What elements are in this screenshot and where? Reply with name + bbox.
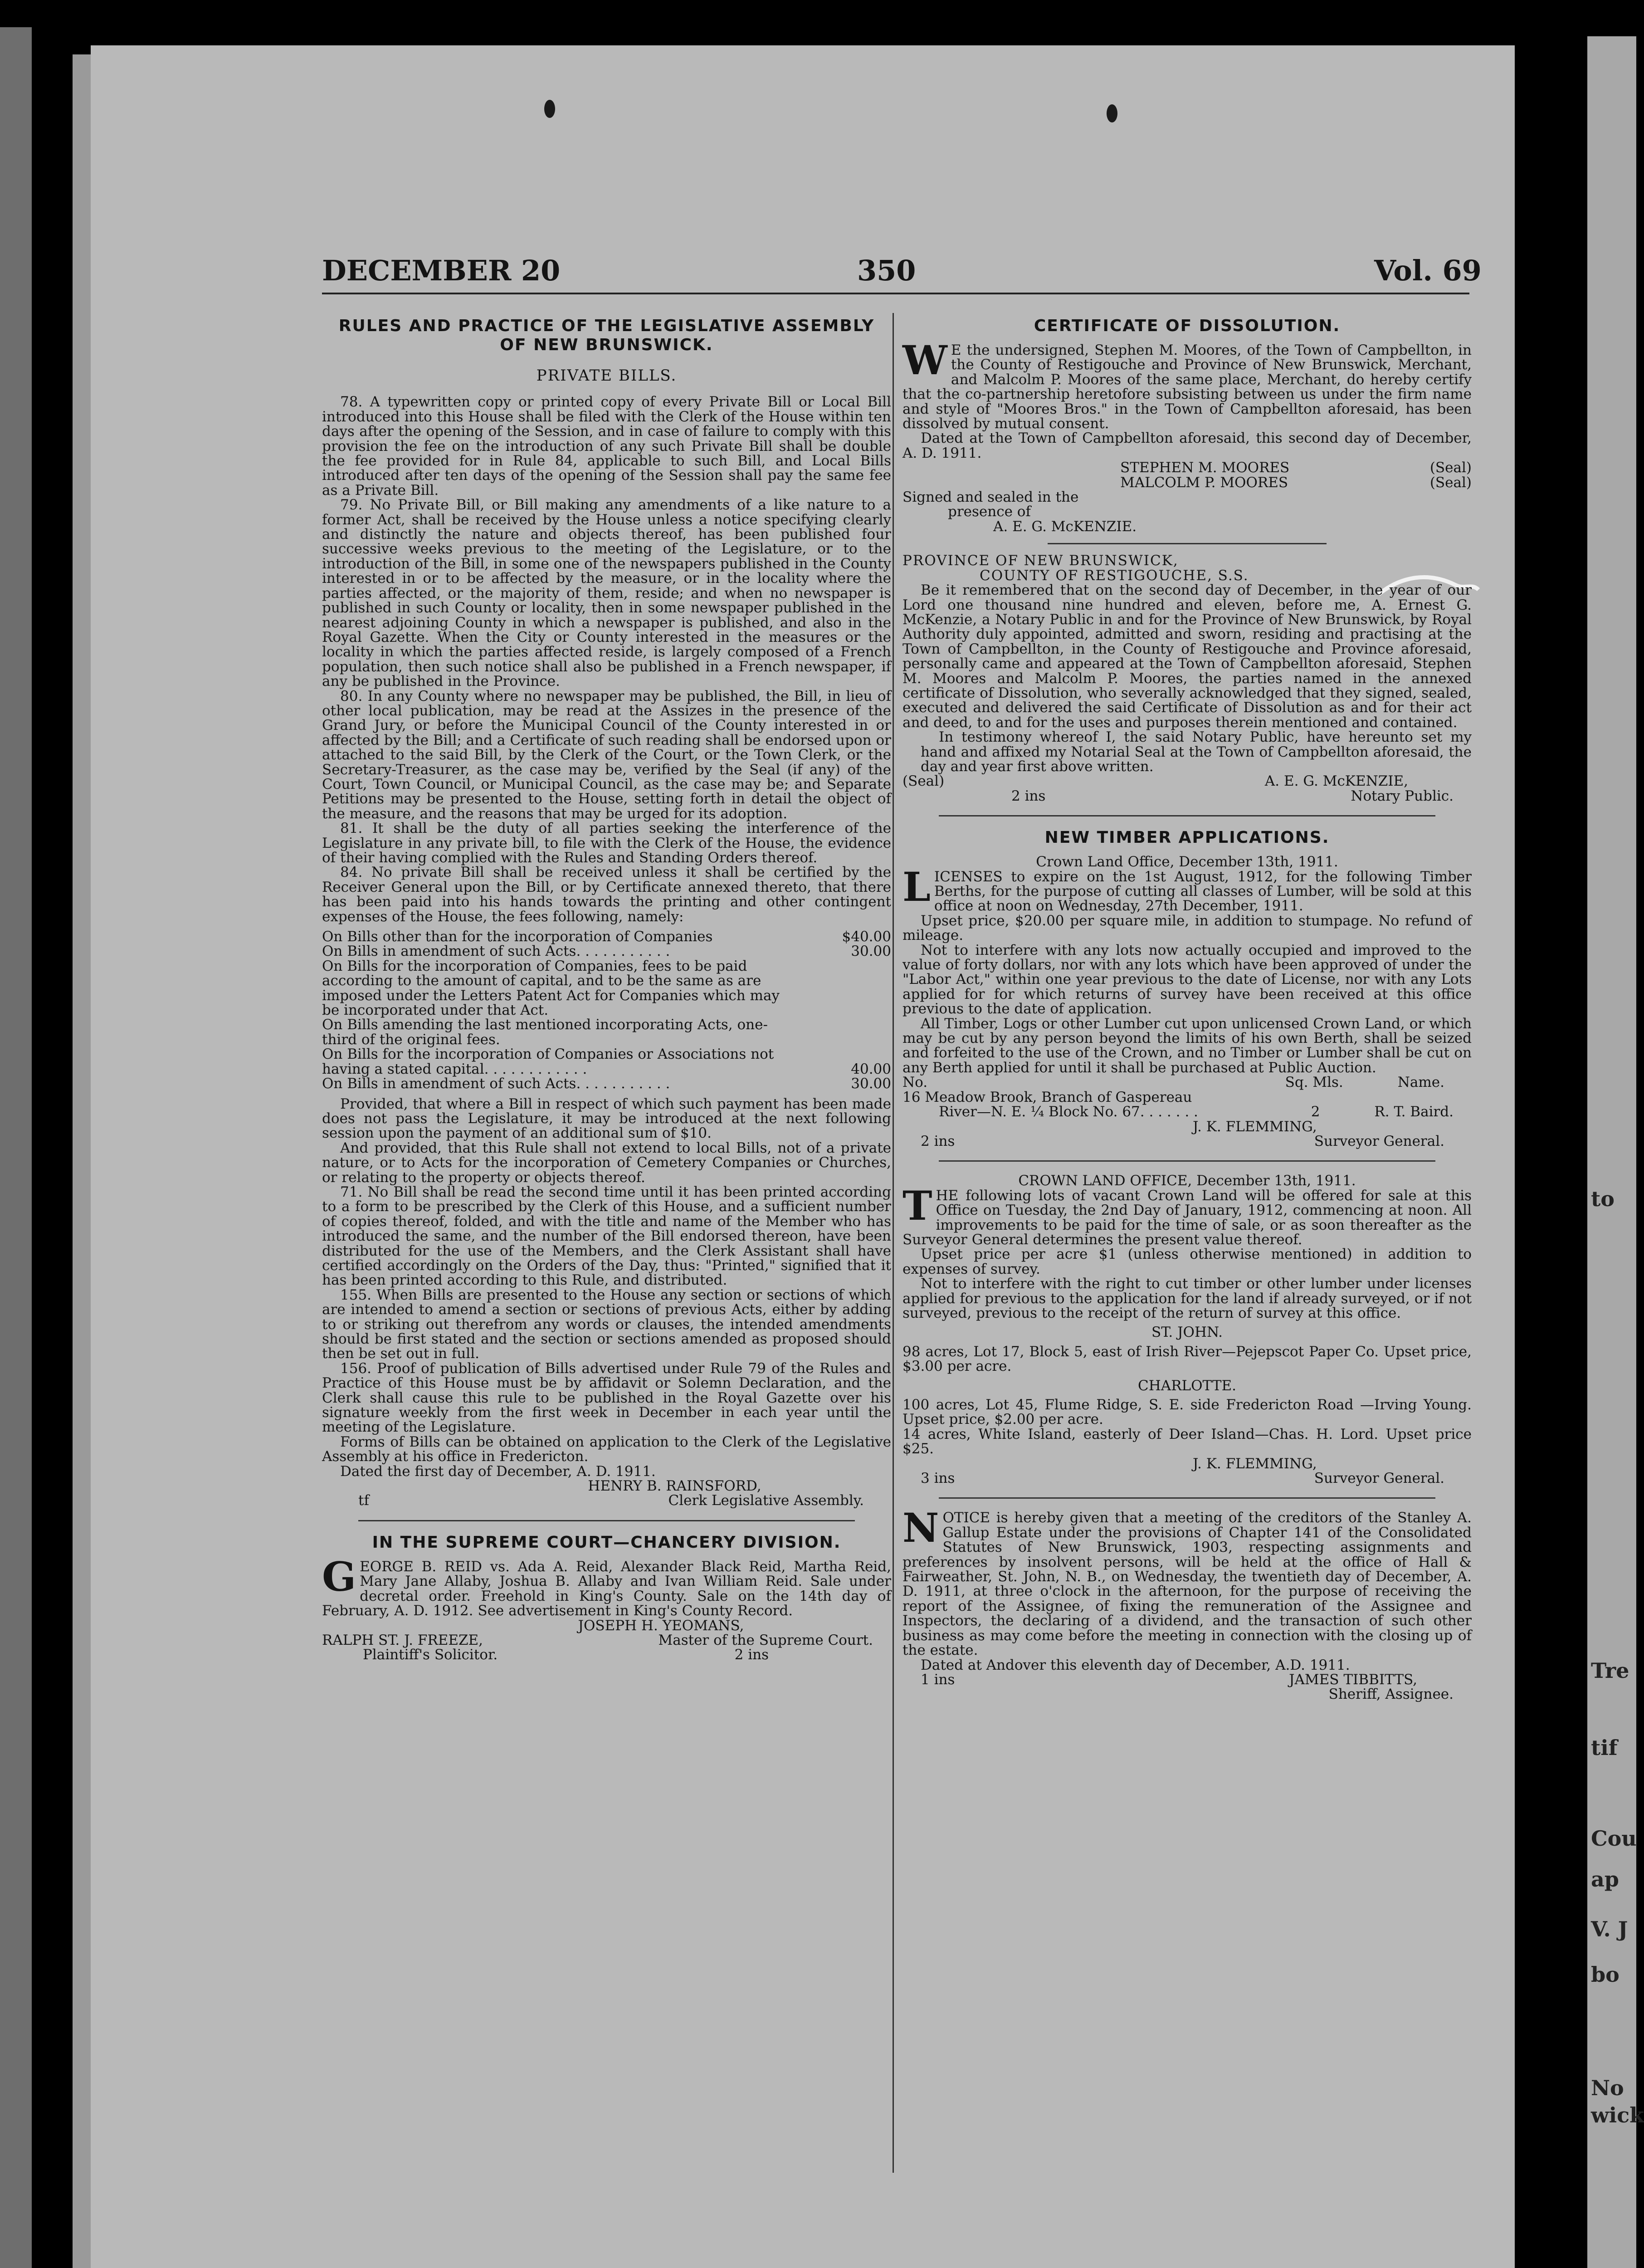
- county-line: COUNTY OF RESTIGOUCHE, S.S.: [980, 567, 1249, 584]
- seal-mark: (Seal): [1429, 459, 1472, 476]
- header-rule: [322, 293, 1469, 294]
- timber-sign-row: [902, 1134, 1472, 1149]
- notary-name: A. E. G. McKENZIE,: [1264, 773, 1408, 790]
- court-ins: 2 ins: [734, 1647, 769, 1663]
- court-dropcap: G: [322, 1553, 356, 1600]
- dissolution-title: CERTIFICATE OF DISSOLUTION.: [1034, 317, 1341, 335]
- adjacent-fragment: Tre: [1591, 1658, 1629, 1683]
- crown-notice: [902, 1182, 1472, 1248]
- st-john-lot: 98 acres, Lot 17, Block 5, east of Irish River—Pejepscot Paper Co. Upset price, $3.00 per acre.: [902, 1343, 1472, 1375]
- fee-row: [322, 929, 891, 944]
- fee-text: On Bills amending the last mentioned incorporating Acts, one-third of the original fees.: [322, 1017, 768, 1048]
- charlotte-heading: CHARLOTTE.: [1138, 1377, 1236, 1394]
- crown-upset: Upset price per acre $1 (unless otherwise mentioned) in addition to expenses of survey.: [902, 1246, 1472, 1277]
- page-number: 350: [857, 254, 916, 287]
- fee-amount: 40.00: [851, 1061, 891, 1077]
- tf-mark: tf: [358, 1492, 369, 1509]
- court-body: EORGE B. REID vs. Ada A. Reid, Alexander Black Reid, Martha Reid, Mary Jane Allaby, Joshua B. Allaby and Ivan William Reid. Sale under decretal order. Freehold in King's County. Sale on the 14th day of February, A. D. 1912. See advertisement in King's County Record.: [322, 1558, 891, 1619]
- timber-not-interfere: Not to interfere with any lots now actually occupied and improved to the value of forty dollars, nor with any lots which have been approved of under the "Labor Act," within one year previous to the date of License, nor with any Lots applied for for which returns of survey have been received at this office previous to the date of application.: [902, 942, 1472, 1017]
- fee-text: On Bills for the incorporation of Companies, fees to be paid according to the amount of capital, and to be the same as are imposed under the Letters Patent Act for Companies which may be incorporated under that Act.: [322, 958, 780, 1019]
- notary-ins: 2 ins: [1011, 787, 1046, 804]
- timber-dropcap: L: [902, 863, 931, 910]
- fee-row: [322, 1076, 891, 1091]
- timber-col-no: No.: [902, 1074, 928, 1091]
- private-bills-heading: PRIVATE BILLS.: [536, 367, 677, 385]
- notary-row-2: [902, 789, 1472, 803]
- section-rule: [939, 1160, 1435, 1162]
- crown-office: CROWN LAND OFFICE, December 13th, 1911.: [1018, 1173, 1356, 1189]
- left-column: [322, 308, 891, 1662]
- crown-not-interfere: Not to interfere with the right to cut timber or other lumber under licenses applied for previous to the application for the land if already surveyed, or if not surveyed, previous to the receipt of the return of survey at this office.: [902, 1276, 1472, 1321]
- rules-title: RULES AND PRACTICE OF THE LEGISLATIVE ASSEMBLY OF NEW BRUNSWICK.: [338, 317, 875, 354]
- adjacent-fragment: ap: [1591, 1867, 1619, 1892]
- signer-title: Clerk Legislative Assembly.: [668, 1492, 864, 1509]
- testimony-para: In testimony whereof I, the said Notary Public, have hereunto set my hand and affixed my Notarial Seal at the Town of Campbellton aforesaid, the day and year first above written.: [921, 729, 1472, 775]
- section-rule: [939, 815, 1435, 816]
- court-master-name: JOSEPH H. YEOMANS,: [578, 1617, 744, 1634]
- fee-amount: 30.00: [851, 1075, 891, 1092]
- court-solicitor-title: Plaintiff's Solicitor.: [363, 1647, 498, 1663]
- dissolution-notice: [902, 337, 1472, 432]
- rule-78: 78. A typewritten copy or printed copy of every Private Bill or Local Bill introduced into this House shall be filed with the Clerk of the House within ten days after the opening of the Session, and in case of failure to comply with this provision the fee on the introduction of any such Private Bill shall be double the fee provided for in Rule 84, applicable to such Bill, and Local Bills introduced after ten days of the opening of the Session shall pay the same fee as a Private Bill.: [322, 394, 891, 499]
- crown-ins: 3 ins: [921, 1470, 955, 1487]
- fee-amount: 30.00: [851, 943, 891, 960]
- rule-156: 156. Proof of publication of Bills advertised under Rule 79 of the Rules and Practice of this House must be by affidavit or Solemn Declaration, and the Clerk shall cause this rule to be published in the Royal Gazette over his signature weekly from the first week in December in each year until the meeting of the Legislature.: [322, 1360, 891, 1436]
- fee-row: [322, 1017, 891, 1047]
- st-john-heading: ST. JOHN.: [1151, 1324, 1223, 1341]
- province-line: PROVINCE OF NEW BRUNSWICK,: [902, 552, 1179, 569]
- fee-text: On Bills for the incorporation of Companies or Associations not having a stated capital. . . . . . . . . . . .: [322, 1046, 774, 1077]
- notary-row: [902, 774, 1472, 788]
- timber-table-header: [902, 1075, 1472, 1090]
- fee-text: On Bills in amendment of such Acts. . . . . . . . . . .: [322, 1075, 670, 1092]
- remembered-para: Be it remembered that on the second day of December, in the year of our Lord one thousand nine hundred and eleven, before me, A. Ernest G. McKenzie, a Notary Public in and for the Province of New Brunswick, by Royal Authority duly appointed, admitted and sworn, residing and practising at the Town of Campbellton, in the County of Restigouche and Province aforesaid, personally came and appeared at the Town of Campbellton aforesaid, Stephen M. Moores and Malcolm P. Moores, the parties named in the annexed certificate of Dissolution, who severally acknowledged that they signed, sealed, executed and delivered the said Certificate of Dissolution as and for their act and deed, to and for the uses and purposes therein mentioned and contained.: [902, 582, 1472, 731]
- court-solicitor: RALPH ST. J. FREEZE,: [322, 1632, 483, 1648]
- timber-signer: J. K. FLEMMING,: [1193, 1118, 1317, 1135]
- fee-row: [322, 944, 891, 958]
- creditors-notice: [902, 1504, 1472, 1659]
- notice-signer: JAMES TIBBITTS,: [1289, 1671, 1417, 1688]
- adjacent-fragment: Cou: [1591, 1826, 1637, 1851]
- seal-mark: (Seal): [1429, 474, 1472, 491]
- partner-row: [902, 460, 1472, 475]
- notice-body: OTICE is hereby given that a meeting of the creditors of the Stanley A. Gallup Estate under the provisions of Chapter 141 of the Consolidated Statutes of New Brunswick, 1903, respecting assignments and preferences by insolvent persons, will be held at the office of Hall & Fairweather, St. John, N. B., on Wednesday, the twentieth day of December, A. D. 1911, at three o'clock in the afternoon, for the purpose of receiving the report of the Assignee, of fixing the remuneration of the Assignee and Inspectors, the declaring of a dividend, and the transaction of such other business as may come before the meeting in connection with the closing up of the estate.: [902, 1510, 1472, 1659]
- fee-text: On Bills other than for the incorporation of Companies: [322, 929, 713, 945]
- dated-line: Dated the first day of December, A. D. 1911.: [340, 1463, 656, 1480]
- crown-sign-row: [902, 1471, 1472, 1486]
- section-rule: [358, 1520, 855, 1521]
- fee-text: On Bills in amendment of such Acts. . . . . . . . . . .: [322, 943, 670, 960]
- column-divider: [893, 313, 894, 2173]
- proviso-1: Provided, that where a Bill in respect of which such payment has been made does not pass the Legislature, it may be introduced at the next following session upon the payment of an additional sum of $10.: [322, 1095, 891, 1142]
- timber-row-line1: 16 Meadow Brook, Branch of Gaspereau: [902, 1089, 1192, 1105]
- timber-row-sqmls: 2: [1311, 1104, 1320, 1120]
- court-notice: [322, 1553, 891, 1619]
- notice-signer-title: Sheriff, Assignee.: [1328, 1686, 1454, 1703]
- crown-dropcap: T: [902, 1182, 932, 1229]
- rule-84: 84. No private Bill shall be received unless it shall be certified by the Receiver General upon the Bill, or by Certificate annexed thereto, that there has been paid into his hands towards the printing and other contingent expenses of the House, the fees following, namely:: [322, 864, 891, 925]
- court-sign-row: [322, 1633, 891, 1647]
- partner-1: STEPHEN M. MOORES: [1120, 459, 1290, 476]
- timber-upset: Upset price, $20.00 per square mile, in addition to stumpage. No refund of mileage.: [902, 912, 1472, 944]
- punch-hole: [544, 100, 555, 118]
- book-spine: [0, 27, 32, 2268]
- rule-80: 80. In any County where no newspaper may be published, the Bill, in lieu of other local publication, may be read at the Assizes in the presence of the Grand Jury, or before the Municipal Council of the County interested in or affected by the Bill; and a Certificate of such reading shall be endorsed upon or attached to the said Bill, by the Clerk of the Court, or the Town Clerk, or the Secretary-Treasurer, as the case may be, verified by the Seal (if any) of the Court, Town Council, or Municipal Council, as the case may be; and Separate Petitions may be presented to the House, setting forth in detail the object of the measure, and the reasons that may be urged for its adoption.: [322, 688, 891, 822]
- partner-row: [902, 475, 1472, 490]
- timber-ins: 2 ins: [921, 1133, 955, 1149]
- notice-ins: 1 ins: [921, 1671, 955, 1688]
- fee-row: [322, 959, 891, 1018]
- partner-2: MALCOLM P. MOORES: [1120, 474, 1288, 491]
- timber-title: NEW TIMBER APPLICATIONS.: [1044, 828, 1330, 847]
- adjacent-fragment: wick: [1591, 2103, 1644, 2127]
- dissolution-dated: Dated at the Town of Campbellton aforesaid, this second day of December, A. D. 1911.: [902, 430, 1472, 461]
- dissolution-dropcap: W: [902, 337, 947, 384]
- rule-79: 79. No Private Bill, or Bill making any amendments of a like nature to a former Act, shall be received by the House unless a notice specifying clearly and distinctly the nature and objects thereof, has been published four successive weeks previous to the meeting of the Legislature, or to the introduction of the Bill, in some one of the newspapers published in the County interested in or to be affected by the measure, or in the locality where the parties affected, or the majority of them, reside; and when no newspaper is published in such County or locality, then in some newspaper published in the nearest adjoining County in which a newspaper is published, and also in the Royal Gazette. When the City or County interested in the measures or the locality in which the parties affected reside, is largely composed of a French population, then such notice shall also be published in a French newspaper, if any be published in the Province.: [322, 497, 891, 690]
- adjacent-fragment: V. J: [1591, 1917, 1628, 1941]
- right-column: [902, 308, 1472, 1702]
- timber-row: [902, 1105, 1472, 1119]
- court-sign-row-2: [322, 1647, 891, 1662]
- punch-hole: [1107, 104, 1117, 122]
- rule-155: 155. When Bills are presented to the House any section or sections of which are intended to amend a section or sections of previous Acts, either by adding to or striking out therefrom any words or clauses, the intended amendments should be first stated and the section or sections amended as proposed should then be set out in full.: [322, 1286, 891, 1362]
- rule-81: 81. It shall be the duty of all parties seeking the interference of the Legislature in any private bill, to file with the Clerk of the House, the evidence of their having complied with the Rules and Standing Orders thereof.: [322, 820, 891, 866]
- court-title: IN THE SUPREME COURT—CHANCERY DIVISION.: [372, 1533, 841, 1552]
- notice-sign-row: [902, 1672, 1472, 1687]
- fee-row: [322, 1047, 891, 1076]
- page-date: DECEMBER 20: [322, 254, 561, 287]
- adjacent-fragment: to: [1591, 1187, 1615, 1211]
- crown-signer: J. K. FLEMMING,: [1193, 1455, 1317, 1472]
- fee-schedule: [322, 929, 891, 1091]
- volume-number: Vol. 69: [1374, 254, 1482, 287]
- adjacent-page-edge: [1587, 36, 1644, 2268]
- timber-row-line2: River—N. E. ¼ Block No. 67. . . . . . .: [939, 1104, 1198, 1120]
- dissolution-body: E the undersigned, Stephen M. Moores, of the Town of Campbellton, in the County of Restigouche and Province of New Brunswick, Merchant, and Malcolm P. Moores of the same place, Merchant, do hereby certify that the co-partnership heretofore subsisting between us under the firm name and style of "Moores Bros." in the Town of Campbellton aforesaid, has been dissolved by mutual consent.: [902, 342, 1472, 432]
- signer-name: HENRY B. RAINSFORD,: [588, 1478, 761, 1495]
- charlotte-lot-1: 100 acres, Lot 45, Flume Ridge, S. E. side Fredericton Road —Irving Young. Upset price, $2.00 per acre.: [902, 1397, 1472, 1428]
- notary-seal: (Seal): [902, 773, 945, 790]
- timber-office: Crown Land Office, December 13th, 1911.: [1036, 854, 1338, 870]
- timber-all: All Timber, Logs or other Lumber cut upon unlicensed Crown Land, or which may be cut by any person beyond the limits of his own Berth, shall be seized and forfeited to the use of the Crown, and no Timber or Lumber shall be cut on any Berth applied for until it shall be purchased at Public Auction.: [902, 1015, 1472, 1076]
- signer-row: [322, 1493, 891, 1508]
- timber-notice: [902, 863, 1472, 914]
- crown-signer-title: Surveyor General.: [1314, 1470, 1444, 1487]
- notary-title: Notary Public.: [1351, 787, 1454, 804]
- presence-of: presence of: [948, 503, 1031, 520]
- adjacent-fragment: tif: [1591, 1735, 1618, 1760]
- timber-col-sqmls: Sq. Mls.: [1285, 1074, 1343, 1091]
- witness-name: A. E. G. McKENZIE.: [993, 518, 1137, 535]
- adjacent-fragment: bo: [1591, 1962, 1620, 1987]
- proviso-2: And provided, that this Rule shall not extend to local Bills, not of a private nature, or to Acts for the incorporation of Cemetery Companies or Churches, or relating to the property or objects thereof.: [322, 1139, 891, 1186]
- crown-body: HE following lots of vacant Crown Land will be offered for sale at this Office on Tuesday, the 2nd Day of January, 1912, commencing at noon. All improvements to be paid for the time of sale, or as soon thereafter as the Surveyor General determines the present value thereof.: [902, 1187, 1472, 1248]
- charlotte-lot-2: 14 acres, White Island, easterly of Deer Island—Chas. H. Lord. Upset price $25.: [902, 1426, 1472, 1457]
- adjacent-fragment: No: [1591, 2076, 1624, 2100]
- section-rule: [939, 1497, 1435, 1499]
- notice-dropcap: N: [902, 1504, 939, 1552]
- divider: [1048, 543, 1327, 544]
- page-gutter: [73, 54, 91, 2268]
- timber-row-name: R. T. Baird.: [1374, 1104, 1454, 1120]
- rule-71: 71. No Bill shall be read the second time until it has been printed according to a form to be prescribed by the Clerk of this House, and a sufficient number of copies thereof, folded, and with the title and name of the Member who has introduced the same, and the number of the Bill endorsed thereon, have been distributed for the use of the Members, and the Clerk Assistant shall have certified accordingly on the Orders of the Day, thus: "Printed," signified that it has been printed according to this Rule, and distributed.: [322, 1183, 891, 1289]
- forms-notice: Forms of Bills can be obtained on application to the Clerk of the Legislative Assembly at his office in Fredericton.: [322, 1433, 891, 1465]
- signed-sealed: Signed and sealed in the: [902, 489, 1079, 506]
- fee-amount: $40.00: [842, 929, 891, 945]
- court-master-title: Master of the Supreme Court.: [658, 1632, 873, 1648]
- timber-body: ICENSES to expire on the 1st August, 1912, for the following Timber Berths, for the purpose of cutting all classes of Lumber, will be sold at this office at noon on Wednesday, 27th December, 1911.: [934, 868, 1472, 914]
- timber-signer-title: Surveyor General.: [1314, 1133, 1444, 1149]
- notice-dated: Dated at Andover this eleventh day of December, A.D. 1911.: [921, 1657, 1350, 1673]
- timber-col-name: Name.: [1397, 1074, 1444, 1091]
